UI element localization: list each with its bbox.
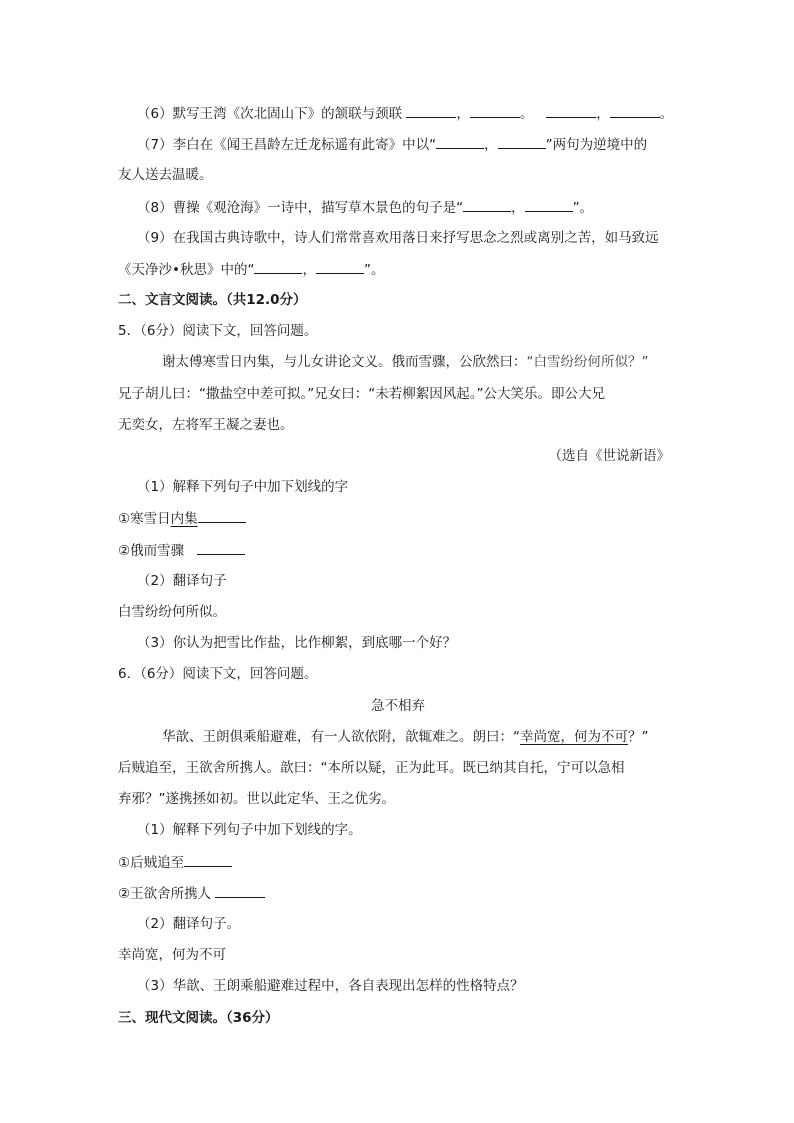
q5-intro: 5．（6分）阅读下文，回答问题。 — [118, 323, 318, 339]
q6-sub1-a — [118, 852, 688, 873]
q4-item7-line1 — [137, 134, 707, 155]
answer-blank — [215, 883, 265, 898]
q6-passage-line3: 弃邪？”遂携拯如初。世以此定华、王之优劣。 — [118, 791, 395, 807]
answer-blank — [316, 259, 364, 274]
q5-passage-line1 — [162, 352, 732, 372]
q6-passage-underlined: 幸尚宽，何为不可 — [520, 729, 628, 745]
q6-title: 急不相弃 — [371, 698, 425, 714]
answer-blank — [470, 103, 520, 118]
q6-sub2-sentence: 幸尚宽，何为不可 — [118, 947, 226, 963]
q5-sub2-sentence: 白雪纷纷何所似。 — [118, 604, 226, 620]
q5-sub1: （1）解释下列句子中加下划线的字 — [137, 479, 349, 495]
q4-item6-end: 。 — [659, 106, 674, 122]
q5-source: （选自《世说新语》 — [548, 448, 670, 464]
q5-sub2: （2）翻译句子 — [137, 573, 227, 589]
q6-passage-text: 华歆、王朗俱乘船避难，有一人欲依附，歆辄难之。朗曰：“ — [162, 729, 520, 745]
q4-item7-sep: ， — [484, 137, 498, 153]
answer-blank — [198, 508, 246, 523]
q5-passage-text: 谢太傅寒雪日内集，与儿女讲论文义。俄而雪骤，公欣然曰： — [162, 354, 527, 370]
q4-item8-suffix: ”。 — [572, 200, 594, 216]
answer-blank — [254, 259, 302, 274]
section-heading-modern: 三、现代文阅读。（36分） — [118, 1010, 279, 1026]
q6-sub1-a-text: ①后贼追至 — [118, 855, 185, 871]
q6-passage-close: ？” — [628, 729, 649, 745]
answer-blank — [436, 134, 484, 149]
q6-sub2: （2）翻译句子。 — [137, 916, 241, 932]
q6-passage-line2: 后贼追至，王欲舍所携人。歆曰：“本所以疑，正为此耳。既已纳其自托，宁可以急相 — [118, 760, 625, 776]
q5-sub1-b-text: ②俄而雪骤 — [118, 543, 185, 559]
answer-blank — [525, 197, 573, 212]
q4-item8-prefix: （8）曹操《观沧海》一诗中，描写草木景色的句子是“ — [137, 200, 464, 216]
answer-blank — [184, 852, 232, 867]
q5-passage-quote: “白雪纷纷何所似？” — [526, 354, 649, 370]
q4-item7-suffix: ”两句为逆境中的 — [545, 137, 648, 153]
q6-sub1-b — [118, 883, 688, 904]
q4-item6 — [137, 103, 707, 124]
answer-blank — [498, 134, 546, 149]
section-heading-classical: 二、文言文阅读。（共12.0分） — [118, 292, 307, 308]
answer-blank — [406, 103, 456, 118]
q4-item7-prefix: （7）李白在《闻王昌龄左迁龙标遥有此寄》中以“ — [137, 137, 437, 153]
q4-item6-sep2: 。 — [519, 106, 534, 122]
q5-sub3: （3）你认为把雪比作盐，比作柳絮，到底哪一个好？ — [137, 635, 457, 651]
q4-item7-line2: 友人送去温暖。 — [118, 167, 213, 183]
q5-passage-line3: 无奕女，左将军王凝之妻也。 — [118, 417, 294, 433]
answer-blank — [463, 197, 511, 212]
q4-item9-line1: （9）在我国古典诗歌中，诗人们常常喜欢用落日来抒写思念之烈或离别之苦，如马致远 — [137, 230, 659, 246]
q6-sub1: （1）解释下列句子中加下划线的字。 — [137, 822, 362, 838]
q6-sub1-b-text: ②王欲舍所携人 — [118, 886, 212, 902]
q4-item8 — [137, 197, 707, 218]
q4-item9-sep: ， — [302, 262, 316, 278]
answer-blank — [610, 103, 660, 118]
q4-item9-line2 — [118, 259, 688, 280]
q6-sub3: （3）华歆、王朗乘船避难过程中，各自表现出怎样的性格特点？ — [137, 978, 524, 994]
q4-item6-sep1: ， — [456, 106, 470, 122]
answer-blank — [546, 103, 596, 118]
q6-passage-line1 — [162, 727, 732, 747]
q4-item6-sep3: ， — [596, 106, 610, 122]
q4-item8-sep: ， — [511, 200, 525, 216]
q5-sub1-b — [118, 540, 688, 561]
q4-item9-prefix: 《天净沙•秋思》中的“ — [118, 262, 255, 278]
q5-sub1-a-prefix: ①寒雪日 — [118, 511, 171, 527]
q5-sub1-a — [118, 508, 688, 529]
q4-item9-suffix: ”。 — [363, 262, 385, 278]
answer-blank — [197, 540, 245, 555]
q5-sub1-a-underlined: 内集 — [170, 511, 198, 527]
q5-passage-line2: 兄子胡儿曰：“撒盐空中差可拟。”兄女曰：“未若柳絮因风起。”公大笑乐。即公大兄 — [118, 386, 605, 402]
q4-item6-prefix: （6）默写王湾《次北固山下》的颔联与颈联 — [137, 106, 403, 122]
q6-intro: 6．（6分）阅读下文，回答问题。 — [118, 666, 318, 682]
